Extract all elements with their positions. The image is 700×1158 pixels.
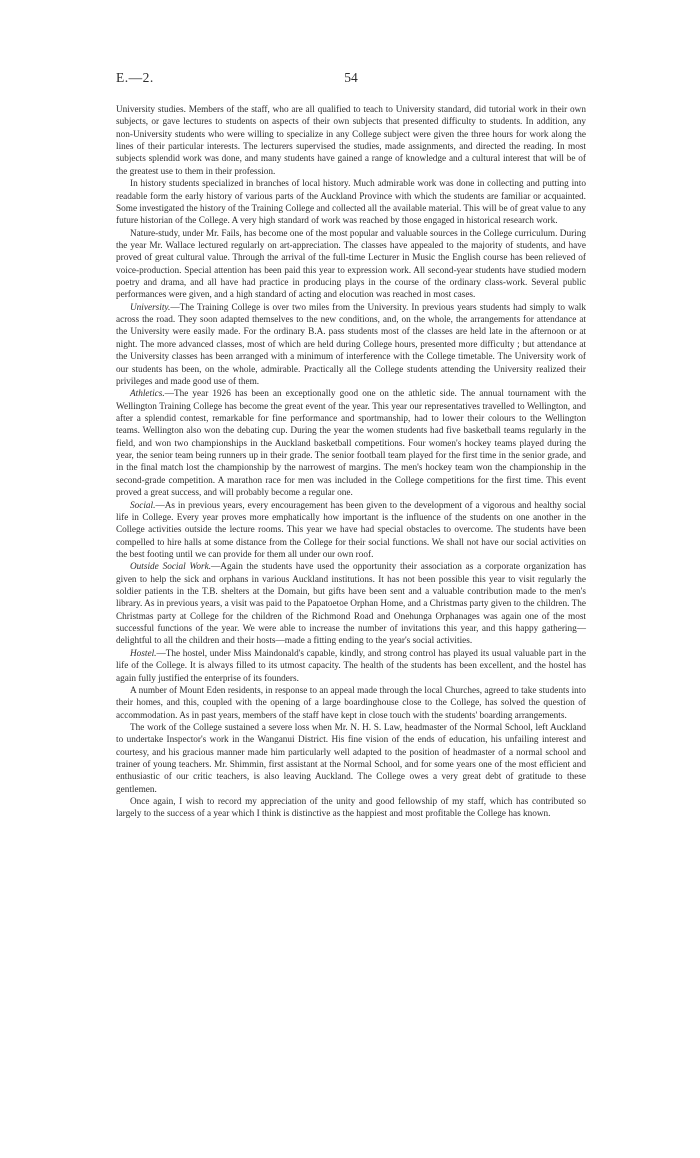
- paragraph-text: —The Training College is over two miles from the University. In previous years students had simply to walk across the road. They soon adapted themselves to the new conditions, and, on the whole, the arrangements for attendance at the University were easily made. For the ordinary B.A. pass students most of the classes are held late in the afternoon or at night. The more advanced classes, most of which are held during College hours, presented more difficulty ; but attendance at the University classes has been arranged with a minimum of interference with the College timetable. The University work of our students has been, on the whole, admirable. Practically all the College students attending the University realized their privileges and made good use of them.: [116, 302, 586, 387]
- paragraph-local-history: [116, 178, 586, 227]
- section-heading: Outside Social Work.: [130, 562, 212, 573]
- paragraph-text: —Again the students have used the opportunity their association as a corporate organization has given to help the sick and orphans in various Auckland institutions. It has not been possible this year to visit regularly the soldier patients in the T.B. shelters at the Domain, but gifts have been sent and a valuable contribution made to the men's library. As in previous years, a visit was paid to the Papatoetoe Orphan Home, and a Christmas party given to the children. The Christmas party at College for the children of the Richmond Road and Onehunga Orphanages was again one of the most successful functions of the year. We were able to increase the number of invitations this year, and this happy gathering—delightful to all the children and their hosts—made a fitting ending to the year's social activities.: [116, 562, 586, 647]
- section-heading: Hostel.: [130, 648, 157, 659]
- section-heading: University.: [130, 302, 171, 313]
- paragraph-text: In history students specialized in branches of local history. Much admirable work was done in collecting and putting into readable form the early history of various parts of the Auckland Province with which the students are familiar or acquainted. Some investigated the history of the Training College and collected all the available material. This will be of great value to any future historian of the College. A very high standard of work was reached by those engaged in historical research work.: [116, 179, 586, 227]
- paragraph-athletics: [116, 388, 586, 499]
- paragraph-text: —The year 1926 has been an exceptionally good one on the athletic side. The annual tournament with the Wellington Training College has become the great event of the year. This year our representatives travelled to Wellington, and after a splendid contest, remarkable for fine performance and sportmanship, had to lower their colours to the Wellington teams. Wellington also won the debating cup. During the year the women students had five basketball teams regularly in the field, and won two championships in the Auckland basketball competitions. Four women's hockey teams played during the year, the senior team being runners up in their grade. The senior football team played for the first time in the senior grade, and in the final match lost the championship by the narrowest of margins. The men's hockey team won the championship in the second-grade competition. A marathon race for men was included in the College competitions for the first time. This event proved a great success, and will probably become a regular one.: [116, 389, 586, 499]
- paragraph-university-studies: [116, 104, 586, 178]
- paragraph-staff-loss: [116, 722, 586, 796]
- paragraph-text: A number of Mount Eden residents, in response to an appeal made through the local Churches, agreed to take students into their homes, and this, coupled with the opening of a large boardinghouse close to the College, has solved the question of accommodation. As in past years, members of the staff have kept in close touch with the students' boarding arrangements.: [116, 685, 586, 721]
- paragraph-outside-social-work: [116, 561, 586, 648]
- paragraph-social: [116, 500, 586, 562]
- section-heading: Social.: [130, 500, 156, 511]
- paragraph-text: Once again, I wish to record my appreciation of the unity and good fellowship of my staff, which has contributed so largely to the success of a year which I think is distinctive as the happiest and most profitable the College has known.: [116, 797, 586, 820]
- paragraph-nature-study: [116, 228, 586, 302]
- paragraph-text: —As in previous years, every encouragement has been given to the development of a vigorous and healthy social life in College. Every year proves more emphatically how important is the influence of the students on one another in the College activities outside the lecture rooms. This year we have had special obstacles to overcome. The students have been compelled to hire halls at some distance from the College for their social functions. We shall not have our social activities on the best footing until we can provide for them all under our own roof.: [116, 500, 586, 560]
- page-header: [116, 70, 586, 90]
- paragraph-text: Nature-study, under Mr. Fails, has become one of the most popular and valuable sources in the College curriculum. During the year Mr. Wallace lectured regularly on art-appreciation. The classes have appealed to the majority of students, and have proved of great cultural value. Through the arrival of the full-time Lecturer in Music the English course has been relieved of voice-production. Special attention has been paid this year to expression work. All second-year students have studied modern poetry and drama, and all have had practice in producing plays in the course of the ordinary class-work. Several public performances were given, and a high standard of acting and elocution was reached in most cases.: [116, 228, 586, 301]
- report-body: [116, 104, 586, 821]
- paragraph-accommodation: [116, 685, 586, 722]
- page-number: 54: [344, 70, 358, 85]
- document-reference: E.—2.: [116, 70, 154, 85]
- paragraph-hostel: [116, 648, 586, 685]
- paragraph-text: The work of the College sustained a severe loss when Mr. N. H. S. Law, headmaster of the Normal School, left Auckland to undertake Inspector's work in the Wanganui District. His fine vision of the ends of education, his unfailing interest and courtesy, and his gracious manner made him particularly well adapted to the position of headmaster of a normal school and trainer of young teachers. Mr. Shimmin, first assistant at the Normal School, and for some years one of the most efficient and enthusiastic of our critic teachers, is also leaving Auckland. The College owes a very great debt of gratitude to these gentlemen.: [116, 722, 586, 795]
- paragraph-closing: [116, 796, 586, 821]
- paragraph-university: [116, 302, 586, 389]
- paragraph-text: University studies. Members of the staff, who are all qualified to teach to University standard, did tutorial work in their own subjects, or gave lectures to students on aspects of their own subjects that presented difficulty to students. In addition, any non-University students who were willing to specialize in any College subject were given the three hours for work along the lines of their particular interests. The lecturers supervised the studies, made assignments, and directed the reading. In most subjects splendid work was done, and many students have gained a range of knowledge and a cultural interest that will be of the greatest use to them in their profession.: [116, 105, 586, 177]
- paragraph-text: —The hostel, under Miss Maindonald's capable, kindly, and strong control has played its usual valuable part in the life of the College. It is always filled to its utmost capacity. The health of the students has been excellent, and the hostel has again fully justified the enterprise of its founders.: [116, 648, 586, 684]
- section-heading: Athletics.: [130, 389, 165, 400]
